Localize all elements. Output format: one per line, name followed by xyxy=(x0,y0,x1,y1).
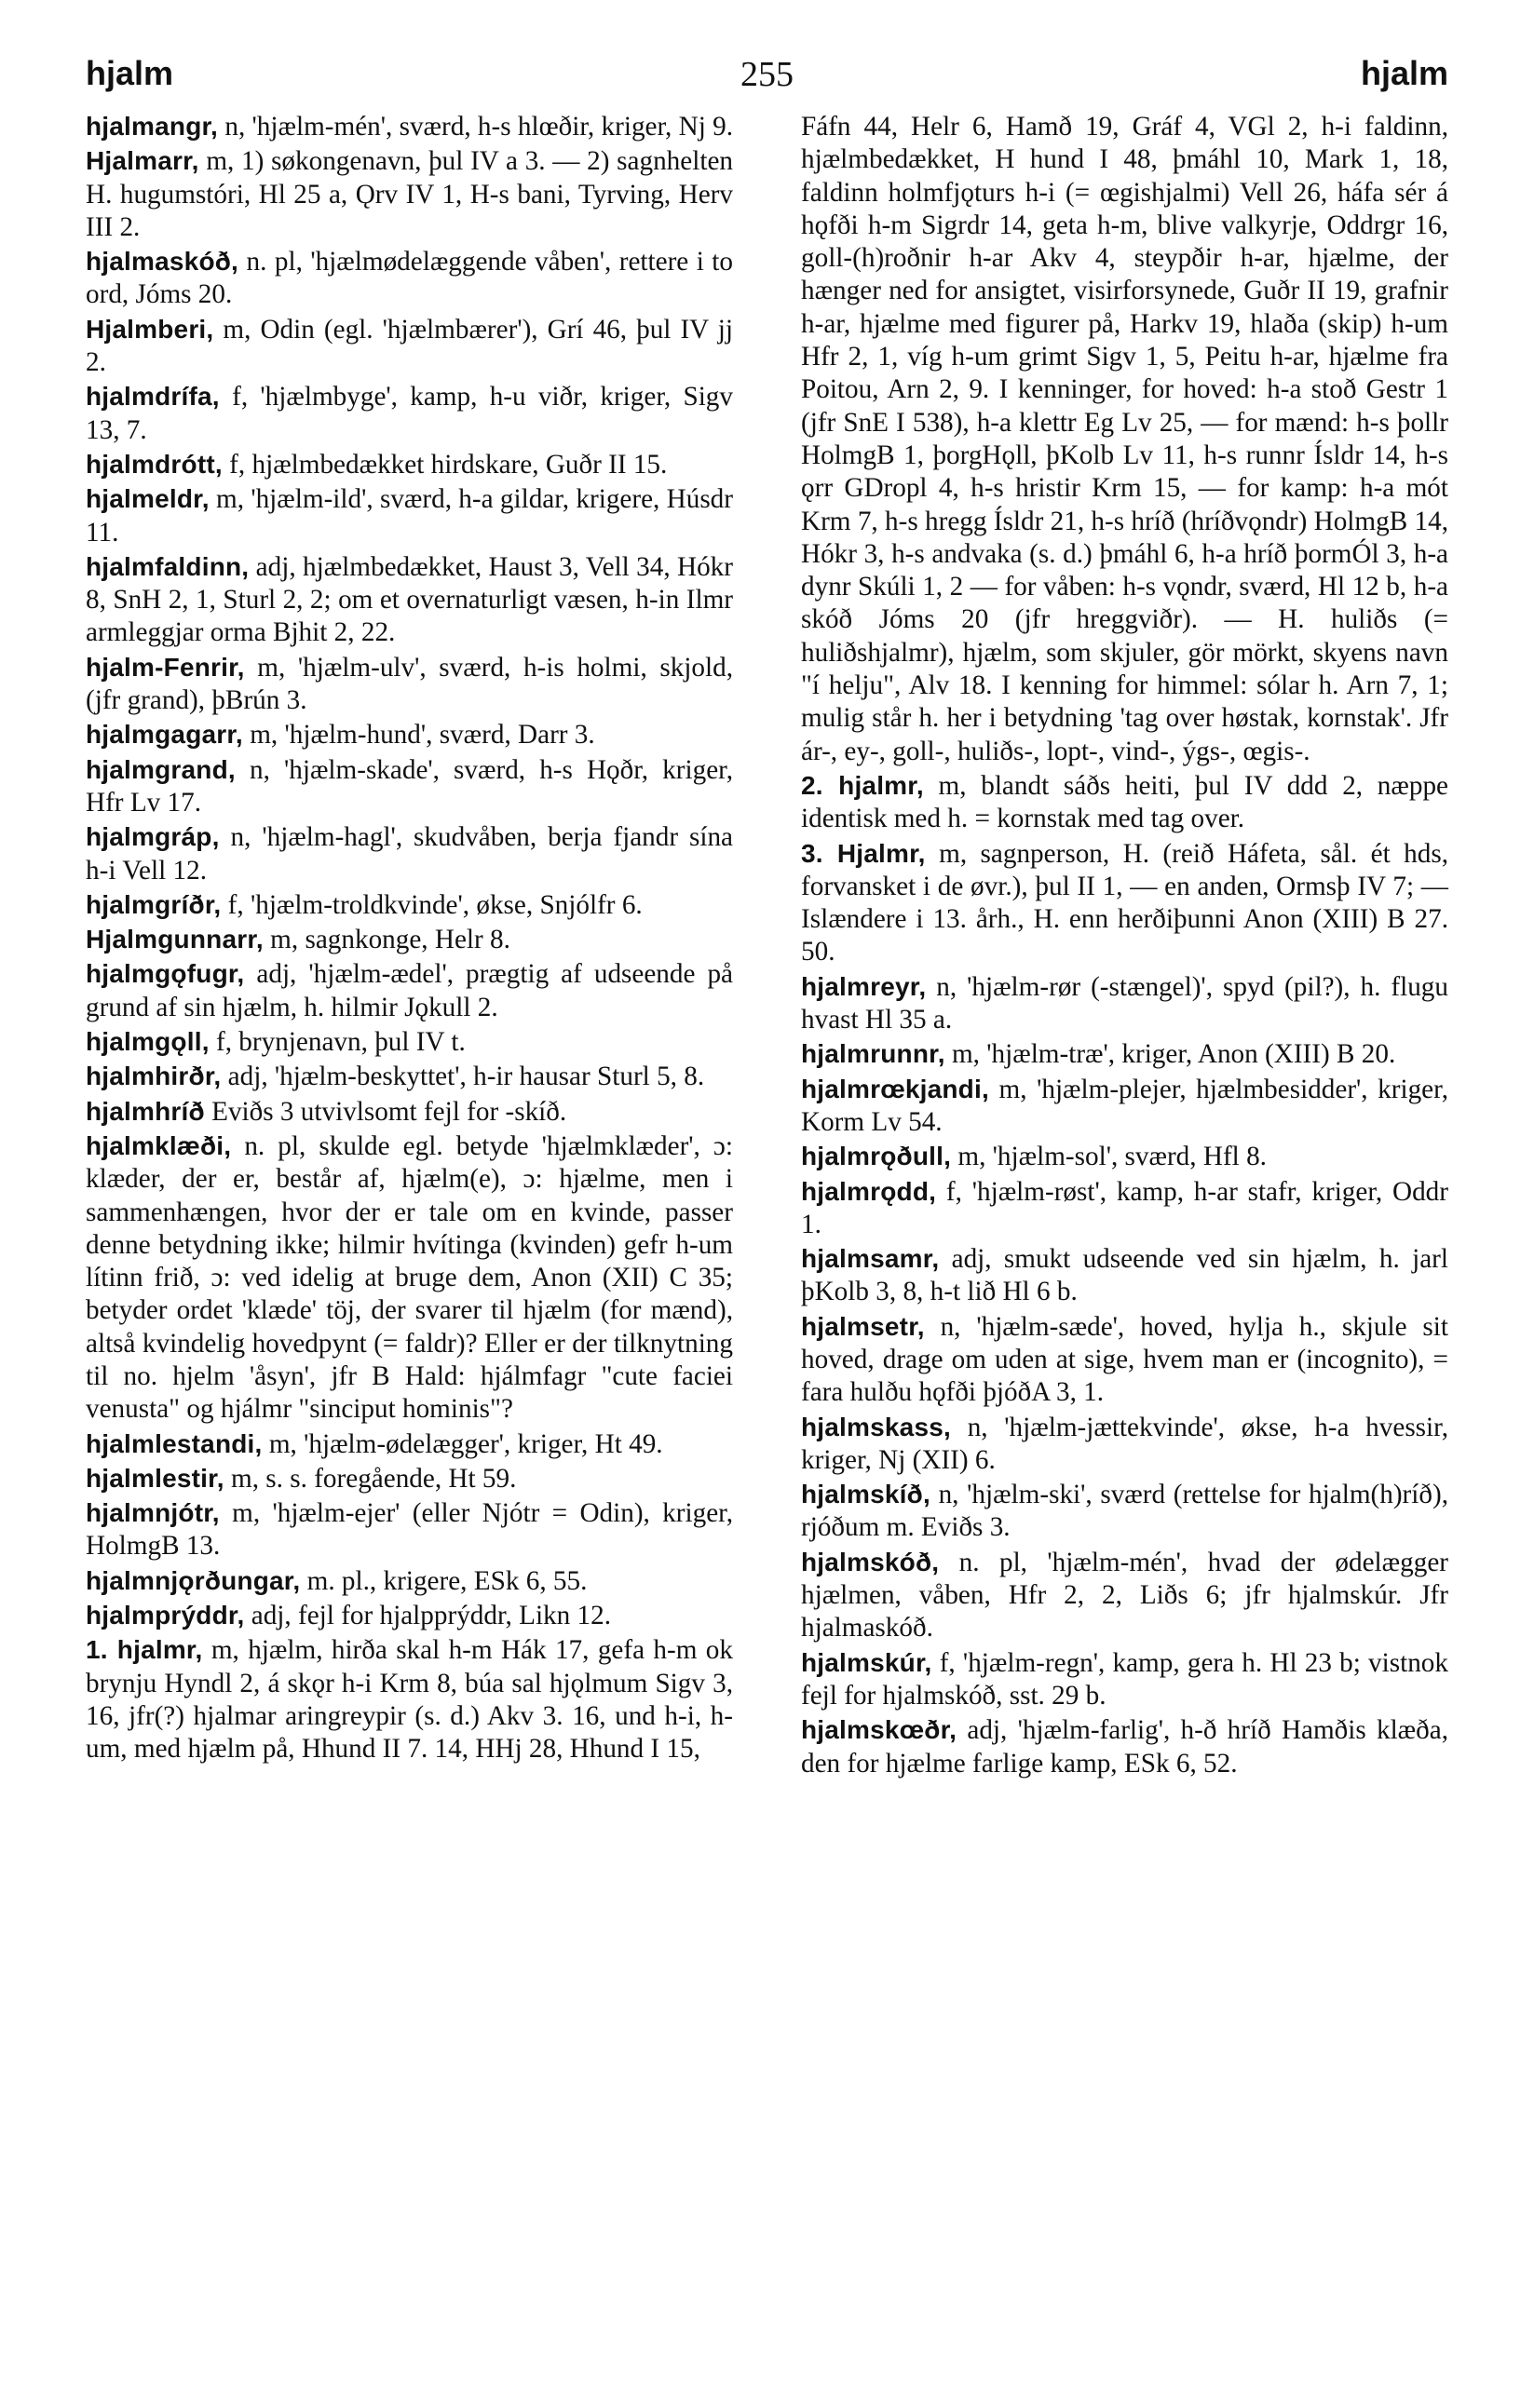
entry-headword: hjalmsetr, xyxy=(801,1311,925,1341)
entry-definition: n, 'hjælm-mén', sværd, h-s hlœðir, kriger, Nj 9. xyxy=(218,112,734,142)
dictionary-entry xyxy=(86,1599,733,1632)
entry-headword: 1. hjalmr, xyxy=(86,1635,203,1665)
entry-definition: m, 'hjælm-plejer, hjælmbesidder', kriger, Korm Lv 54. xyxy=(801,1074,1448,1137)
entry-definition: Eviðs 3 utvivlsomt fejl for -skíð. xyxy=(204,1096,567,1127)
entry-definition: adj, hjælmbedækket, Haust 3, Vell 34, Hókr 8, SnH 2, 1, Sturl 2, 2; om et overnaturligt væsen, h-in Ilmr armleggjar orma Bjhit 2, 22. xyxy=(86,551,733,648)
entry-headword: Hjalmgunnarr, xyxy=(86,925,264,954)
dictionary-entry xyxy=(86,1496,733,1563)
dictionary-entry xyxy=(801,1646,1448,1713)
entry-headword: hjalmrœkjandi, xyxy=(801,1074,989,1103)
dictionary-entry xyxy=(801,1175,1448,1242)
entry-headword: hjalmrǫðull, xyxy=(801,1142,952,1171)
dictionary-entry xyxy=(801,769,1448,836)
dictionary-entry xyxy=(801,1411,1448,1478)
entry-headword: Hjalmberi, xyxy=(86,314,214,344)
entry-definition: f, hjælmbedækket hirdskare, Guðr II 15. xyxy=(222,449,668,480)
entry-headword: hjalmgrand, xyxy=(86,754,236,784)
entry-definition: f, 'hjælm-røst', kamp, h-ar stafr, kriger, Oddr 1. xyxy=(801,1176,1448,1239)
left-column xyxy=(86,110,733,1767)
running-head-left: hjalm xyxy=(86,54,174,92)
entry-headword: hjalmgráp, xyxy=(86,822,220,852)
dictionary-entry xyxy=(86,1060,733,1093)
entry-headword: hjalmskíð, xyxy=(801,1480,930,1509)
dictionary-entry xyxy=(86,820,733,887)
dictionary-entry xyxy=(801,1073,1448,1140)
entry-headword: hjalmlestir, xyxy=(86,1463,224,1493)
dictionary-entry xyxy=(801,1140,1448,1173)
entry-headword: hjalmfaldinn, xyxy=(86,551,250,581)
entry-definition: m, Odin (egl. 'hjælmbærer'), Grí 46, þul IV jj 2. xyxy=(86,314,733,378)
dictionary-entry xyxy=(801,1713,1448,1780)
entry-definition: n, 'hjælm-ski', sværd (rettelse for hjalm(h)ríð), rjóðum m. Eviðs 3. xyxy=(801,1480,1448,1543)
entry-headword: hjalmklæði, xyxy=(86,1130,232,1160)
entry-definition: n, 'hjælm-hagl', skudvåben, berja fjandr sína h-i Vell 12. xyxy=(86,822,733,886)
entry-headword: hjalmangr, xyxy=(86,112,219,141)
dictionary-entry xyxy=(86,313,733,380)
entry-definition: f, 'hjælm-regn', kamp, gera h. Hl 23 b; vistnok fejl for hjalmskóð, sst. 29 b. xyxy=(801,1647,1448,1711)
dictionary-entry xyxy=(801,1546,1448,1645)
entry-definition: n. pl, 'hjælmødelæggende våben', rettere i to ord, Jóms 20. xyxy=(86,247,733,310)
entry-definition: n. pl, 'hjælm-mén', hvad der ødelægger hjælmen, våben, Hfr 2, 2, Liðs 6; jfr hjalmskúr. Jfr hjalmaskóð. xyxy=(801,1547,1448,1644)
entry-definition: n, 'hjælm-sæde', hoved, hylja h., skjule sit hoved, drage om uden at sige, hvem man er (incognito), = fara hulðu hǫfði þjóðA 3, 1. xyxy=(801,1311,1448,1408)
entry-headword: hjalm-Fenrir, xyxy=(86,652,245,682)
entry-definition: m, 'hjælm-ild', sværd, h-a gildar, krigere, Húsdr 11. xyxy=(86,484,733,548)
dictionary-entry xyxy=(86,888,733,922)
dictionary-entry xyxy=(86,957,733,1024)
running-head-right: hjalm xyxy=(1360,54,1448,92)
entry-headword: hjalmdrífa, xyxy=(86,382,220,412)
entry-headword: hjalmgǫfugr, xyxy=(86,959,245,989)
entry-headword: hjalmskúr, xyxy=(801,1647,932,1677)
entry-headword: hjalmgǫll, xyxy=(86,1027,210,1057)
entry-definition: n, 'hjælm-rør (-stængel)', spyd (pil?), h. flugu hvast Hl 35 a. xyxy=(801,971,1448,1035)
entry-definition: m, 'hjælm-hund', sværd, Darr 3. xyxy=(242,720,595,751)
entry-definition: n, 'hjælm-jættekvinde', økse, h-a hvessir, kriger, Nj (XII) 6. xyxy=(801,1412,1448,1475)
entry-definition: m, sagnkonge, Helr 8. xyxy=(263,925,510,955)
entry-definition: m, s. s. foregående, Ht 59. xyxy=(224,1463,517,1494)
entry-headword: hjalmgríðr, xyxy=(86,889,222,919)
entry-headword: 3. Hjalmr, xyxy=(801,838,926,868)
entry-definition: m, 'hjælm-ødelægger', kriger, Ht 49. xyxy=(262,1428,663,1459)
entry-headword: hjalmaskóð, xyxy=(86,247,239,277)
dictionary-entry xyxy=(86,718,733,751)
entry-headword: hjalmrunnr, xyxy=(801,1039,945,1069)
entry-headword: hjalmskœðr, xyxy=(801,1715,957,1745)
entry-definition: m, 'hjælm-ejer' (eller Njótr = Odin), kriger, HolmgB 13. xyxy=(86,1498,733,1562)
entry-definition: m, 'hjælm-træ', kriger, Anon (XIII) B 20. xyxy=(944,1039,1396,1070)
dictionary-entry xyxy=(801,837,1448,969)
entry-definition: f, 'hjælmbyge', kamp, h-u viðr, kriger, Sigv 13, 7. xyxy=(86,382,733,445)
entry-definition: adj, fejl for hjalpprýddr, Likn 12. xyxy=(244,1601,612,1631)
dictionary-entry xyxy=(86,550,733,650)
entry-definition: adj, 'hjælm-ædel', prægtig af udseende på grund af sin hjælm, h. hilmir Jǫkull 2. xyxy=(86,959,733,1022)
dictionary-entry xyxy=(801,1242,1448,1309)
entry-headword: hjalmhríð xyxy=(86,1096,205,1126)
entry-headword: hjalmgagarr, xyxy=(86,720,243,750)
right-column xyxy=(801,110,1448,1781)
entry-definition: f, brynjenavn, þul IV t. xyxy=(209,1027,466,1058)
entry-headword: hjalmdrótt, xyxy=(86,449,223,479)
entry-headword: hjalmrǫdd, xyxy=(801,1176,937,1206)
entry-definition: m, 'hjælm-sol', sværd, Hfl 8. xyxy=(951,1142,1267,1172)
dictionary-entry xyxy=(86,1633,733,1765)
dictionary-entry xyxy=(86,245,733,312)
entry-headword: hjalmskóð, xyxy=(801,1547,940,1576)
entry-headword: hjalmhirðr, xyxy=(86,1062,222,1091)
entry-headword: hjalmlestandi, xyxy=(86,1428,263,1458)
dictionary-entry xyxy=(86,1462,733,1495)
entry-headword: hjalmnjǫrðungar, xyxy=(86,1565,301,1595)
entry-headword: hjalmnjótr, xyxy=(86,1498,220,1528)
entry-definition: f, 'hjælm-troldkvinde', økse, Snjólfr 6. xyxy=(221,889,643,920)
dictionary-entry xyxy=(86,110,733,143)
dictionary-entry xyxy=(801,970,1448,1037)
dictionary-entry xyxy=(86,1427,733,1461)
dictionary-entry xyxy=(801,1310,1448,1410)
entry-definition: Fáfn 44, Helr 6, Hamð 19, Gráf 4, VGl 2, h-i faldinn, hjælmbedækket, H hund I 48, þmáhl 10, Mark 1, 18, faldinn holmfjǫturs h-i (= œgishjalmi) Vell 26, háfa sér á hǫfði h-m Sigrdr 14, geta h-m, blive valkyrje, Oddrgr 16, goll-(h)roðnir h-ar Akv 4, steypðir h-ar, hjælme, der hænger ned for ansigtet, visirforsynede, Guðr II 19, grafnir h-ar, hjælme med figurer på, Harkv 19, hlaða (skip) h-um Hfr 2, 1, víg h-um grimt Sigv 1, 5, Peitu h-ar, hjælme fra Poitou, Arn 2, 9. I kenninger, for hoved: h-a stoð Gestr 1 (jfr SnE I 538), h-a klettr Eg Lv 25, — for mænd: h-s þollr HolmgB 1, þorgHǫll, þKolb Lv 11, h-s runnr Ísldr 14, h-s ǫrr GDropl 4, h-s hristir Krm 15, — for kamp: h-a mót Krm 7, h-s hregg Ísldr 21, h-s hríð (hríðvǫndr) HolmgB 14, Hókr 3, h-s andvaka (s. d.) þmáhl 6, h-a hríð þormÓl 3, h-a dynr Skúli 1, 2 — for våben: h-s vǫndr, sværd, Hl 12 b, h-a skóð Jóms 20 (jfr hreggviðr). — H. huliðs (= huliðshjalmr), hjælm, som skjuler, gör mörkt, skyens navn "í helju", Alv 18. I kenning for himmel: sólar h. Arn 7, 1; mulig står h. her i betydning 'tag over høstak, kornstak'. Jfr ár-, ey-, goll-, huliðs-, lopt-, vind-, ýgs-, œgis-. xyxy=(801,112,1448,766)
entry-definition: adj, 'hjælm-farlig', h-ð hríð Hamðis klæða, den for hjælme farlige kamp, ESk 6, 52. xyxy=(801,1715,1448,1779)
entry-definition: m, sagnperson, H. (reið Háfeta, sål. ét hds, forvansket i de øvr.), þul II 1, — en anden, Ormsþ IV 7; — Islændere i 13. årh., H. enn herðiþunni Anon (XIII) B 27. 50. xyxy=(801,838,1449,967)
dictionary-entry xyxy=(86,753,733,820)
entry-headword: hjalmeldr, xyxy=(86,484,210,514)
entry-headword: Hjalmarr, xyxy=(86,146,199,176)
entry-definition: m, blandt sáðs heiti, þul IV ddd 2, næppe identisk med h. = kornstak med tag over. xyxy=(801,770,1448,834)
dictionary-entry xyxy=(86,923,733,956)
entry-headword: hjalmskass, xyxy=(801,1412,951,1441)
dictionary-entry xyxy=(86,448,733,481)
dictionary-entry xyxy=(801,1478,1448,1545)
dictionary-entry xyxy=(801,110,1448,768)
dictionary-entry xyxy=(86,1095,733,1129)
dictionary-entry xyxy=(86,651,733,718)
dictionary-entry xyxy=(801,1037,1448,1071)
dictionary-entry xyxy=(86,1025,733,1059)
dictionary-entry xyxy=(86,1564,733,1598)
entry-definition: m, hjælm, hirða skal h-m Hák 17, gefa h-m ok brynju Hyndl 2, á skǫr h-i Krm 8, búa sal hjǫlmum Sigv 3, 16, jfr(?) hjalmar aringreypir (s. d.) Akv 3. 16, und h-i, h-um, med hjælm på, Hhund II 7. 14, HHj 28, Hhund I 15, xyxy=(86,1635,733,1765)
page-number: 255 xyxy=(740,55,794,94)
entry-headword: 2. hjalmr, xyxy=(801,770,924,800)
entry-definition: n, 'hjælm-skade', sværd, h-s Hǫðr, kriger, Hfr Lv 17. xyxy=(86,754,733,818)
entry-definition: m, 1) søkongenavn, þul IV a 3. — 2) sagnhelten H. hugumstóri, Hl 25 a, Ǫrv IV 1, H-s bani, Tyrving, Herv III 2. xyxy=(86,146,733,242)
entry-definition: adj, smukt udseende ved sin hjælm, h. jarl þKolb 3, 8, h-t lið Hl 6 b. xyxy=(801,1244,1448,1307)
dictionary-entry xyxy=(86,482,733,549)
dictionary-entry xyxy=(86,380,733,447)
dictionary-entry xyxy=(86,1130,733,1427)
entry-definition: m. pl., krigere, ESk 6, 55. xyxy=(300,1565,588,1596)
entry-definition: adj, 'hjælm-beskyttet', h-ir hausar Sturl 5, 8. xyxy=(221,1062,705,1092)
entry-headword: hjalmprýddr, xyxy=(86,1601,245,1630)
entry-definition: m, 'hjælm-ulv', sværd, h-is holmi, skjold, (jfr grand), þBrún 3. xyxy=(86,652,733,716)
entry-definition: n. pl, skulde egl. betyde 'hjælmklæder', ɔ: klæder, der er, består af, hjælm(e), ɔ: hjælme, men i sammenhængen, hvor der er tale om en kvinde, passer denne betydning ikke; hilmir hvítinga (kvinden) gefr h-um lítinn frið, ɔ: ved idelig at bruge dem, Anon (XII) C 35; betyder ordet 'klæde' töj, der svarer til hjælm (for mænd), altså kvindelig hovedpynt (= faldr)? Eller er der tilknytning til no. hjelm 'åsyn', jfr B Hald: hjálmfagr "cute faciei venusta" og hjálmr "sinciput hominis"? xyxy=(86,1130,733,1425)
entry-headword: hjalmsamr, xyxy=(801,1244,940,1274)
dictionary-entry xyxy=(86,144,733,244)
entry-headword: hjalmreyr, xyxy=(801,971,927,1001)
